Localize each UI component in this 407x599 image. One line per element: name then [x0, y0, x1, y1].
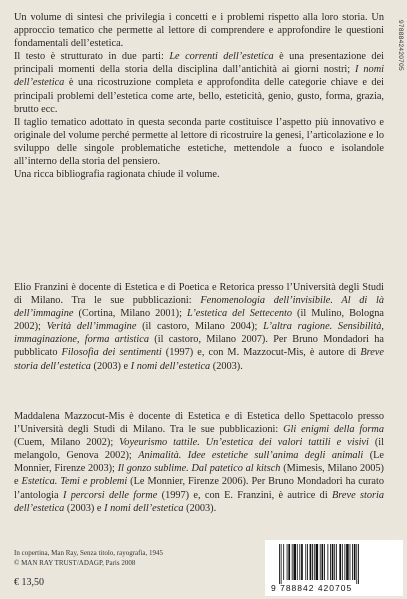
- bio-text: (Cuem, Milano 2002);: [14, 437, 120, 449]
- barcode-bar: [320, 544, 321, 580]
- barcode-bar: [279, 544, 280, 584]
- author-bio-franzini: [14, 281, 384, 373]
- book-title: I percorsi delle forme: [62, 489, 158, 501]
- barcode-bar: [334, 544, 335, 580]
- book-title: Breve storia dell’estetica: [14, 489, 384, 514]
- barcode-bar: [314, 544, 315, 580]
- bio-text: (il melangolo, Genova 2002);: [14, 437, 384, 462]
- bio-text: (Mimesis, Milano 2005) e: [14, 463, 384, 488]
- cover-credits: [14, 549, 163, 568]
- barcode-bar: [327, 544, 328, 580]
- bio-text: (Le Monnier, Firenze 2003);: [14, 450, 384, 475]
- barcode-bar: [358, 544, 359, 584]
- blurb: [14, 11, 384, 181]
- barcode-bar: [354, 544, 356, 580]
- book-title: Animalità. Idee estetiche sull’anima degli animali: [138, 450, 364, 462]
- book-title: Il gonzo sublime. Dal patetico al kitsch: [117, 463, 281, 475]
- barcode-bars: [277, 544, 395, 584]
- book-title: L’estetica del Settecento: [186, 308, 293, 320]
- barcode-bar: [350, 544, 351, 580]
- cover-credit-line: In copertina, Man Ray, Senza titolo, rayografia, 1945: [14, 549, 164, 557]
- bio-text: (il castoro, Milano 2004);: [136, 321, 264, 333]
- barcode-bar: [316, 544, 319, 580]
- bio-text: (1997) e, con M. Mazzocut-Mis, è autore di: [161, 347, 361, 359]
- barcode-bar: [292, 544, 293, 580]
- barcode-bar: [332, 544, 334, 580]
- bio-text: (il Mulino, Bologna 2002);: [14, 308, 384, 333]
- book-title: L’altra ragione. Sensibilità, immaginazione, forma artistica: [14, 321, 384, 346]
- copyright-line: © MAN RAY TRUST/ADAGP, Paris 2008: [14, 558, 136, 567]
- barcode-bar: [336, 544, 337, 580]
- blurb-paragraph-2: [14, 50, 384, 115]
- bio-text: (2003).: [210, 360, 243, 372]
- barcode-bar: [342, 544, 343, 580]
- book-title: Voyeurismo tattile. Un’estetica dei valori tattili e visivi: [119, 437, 369, 449]
- bio-paragraph: [14, 410, 384, 515]
- barcode-bar: [297, 544, 298, 580]
- barcode-bar: [310, 544, 312, 580]
- blurb-title: Le correnti dell’estetica: [169, 51, 274, 63]
- book-title: Estetica. Temi e problemi: [21, 476, 128, 488]
- author-bio-mazzocut-mis: [14, 410, 384, 515]
- blurb-text: è una presentazione dei principali momenti della storia della disciplina dall’antichità ai giorni nostri;: [14, 51, 385, 76]
- blurb-paragraph-1: Un volume di sintesi che privilegia i concetti e i problemi rispetto alla loro storia. Un approccio tematico che permette al lettore di comprendere e approfondire le questioni fondamentali dell’estetica.: [14, 12, 384, 50]
- book-title: Breve storia dell’estetica: [14, 347, 384, 372]
- bio-text: (Cortina, Milano 2001);: [73, 308, 187, 320]
- blurb-text: è una ricostruzione completa e approfondita delle categorie chiave e dei principali problemi dell’estetica come arte, bello, esteticità, genio, gusto, forma, grazia, brutto ecc.: [14, 77, 384, 115]
- blurb-paragraph-4: Una ricca bibliografia ragionata chiude il volume.: [14, 169, 220, 181]
- book-title: Filosofia dei sentimenti: [61, 347, 162, 359]
- book-title: Fenomenologia dell’invisibile. Al di là dell’immagine: [14, 295, 384, 320]
- isbn-side-code: 9788842420705: [397, 20, 404, 71]
- barcode-bar: [307, 544, 308, 580]
- barcode-bar: [322, 544, 324, 580]
- barcode-bar: [324, 544, 325, 580]
- barcode: [265, 540, 403, 596]
- bio-text: (2003).: [183, 502, 217, 514]
- bio-text: (il castoro, Milano 2007). Per Bruno Mondadori ha pubblicato: [14, 334, 385, 359]
- bio-text: Elio Franzini è docente di Estetica e di Poetica e Retorica presso l’Università degli Studi di Milano. Tra le sue pubblicazioni:: [14, 282, 384, 307]
- blurb-paragraph-3: Il taglio tematico adottato in questa seconda parte costituisce l’aspetto più innovativo e originale del volume perché permette al lettore di ricostruire la genesi, l’articolazione e lo sviluppo delle singole problematiche estetiche, mettendole a fuoco e isolandole all’interno della storia del pensiero.: [14, 116, 384, 168]
- bio-paragraph: [14, 281, 384, 373]
- price: € 13,50: [14, 577, 44, 588]
- barcode-bar: [344, 544, 345, 580]
- barcode-bar: [339, 544, 341, 580]
- bio-text: (2003) e: [64, 502, 105, 514]
- barcode-bar: [312, 544, 313, 580]
- bio-text: Maddalena Mazzocut-Mis è docente di Estetica e di Estetica dello Spettacolo presso l’Università degli Studi di Milano. Tra le sue pubblicazioni:: [14, 411, 384, 436]
- book-title: I nomi dell’estetica: [104, 502, 184, 514]
- barcode-bar: [287, 544, 288, 580]
- barcode-bar: [293, 544, 296, 580]
- barcode-bar: [305, 544, 306, 580]
- bio-text: (1997) e, con E. Franzini, è autrice di: [157, 489, 333, 501]
- blurb-title: I nomi dell’estetica: [14, 64, 384, 89]
- book-title: Verità dell’immagine: [46, 321, 137, 333]
- barcode-bar: [352, 544, 353, 580]
- book-title: Gli enigmi della forma: [283, 424, 384, 436]
- barcode-bar: [283, 544, 284, 580]
- bio-text: (Le Monnier, Firenze 2006). Per Bruno Mondadori ha curato l’antologia: [14, 476, 384, 501]
- barcode-bar: [288, 544, 290, 580]
- barcode-bar: [301, 544, 303, 580]
- bio-text: (2003) e: [90, 360, 131, 372]
- barcode-digits: 9 788842 420705: [271, 583, 353, 593]
- blurb-text: Il testo è strutturato in due parti:: [14, 51, 170, 63]
- barcode-bar: [356, 544, 357, 584]
- barcode-bar: [281, 544, 282, 584]
- barcode-bar: [346, 544, 349, 580]
- barcode-bar: [330, 544, 331, 580]
- book-title: I nomi dell’estetica: [130, 360, 211, 372]
- barcode-bar: [299, 544, 300, 580]
